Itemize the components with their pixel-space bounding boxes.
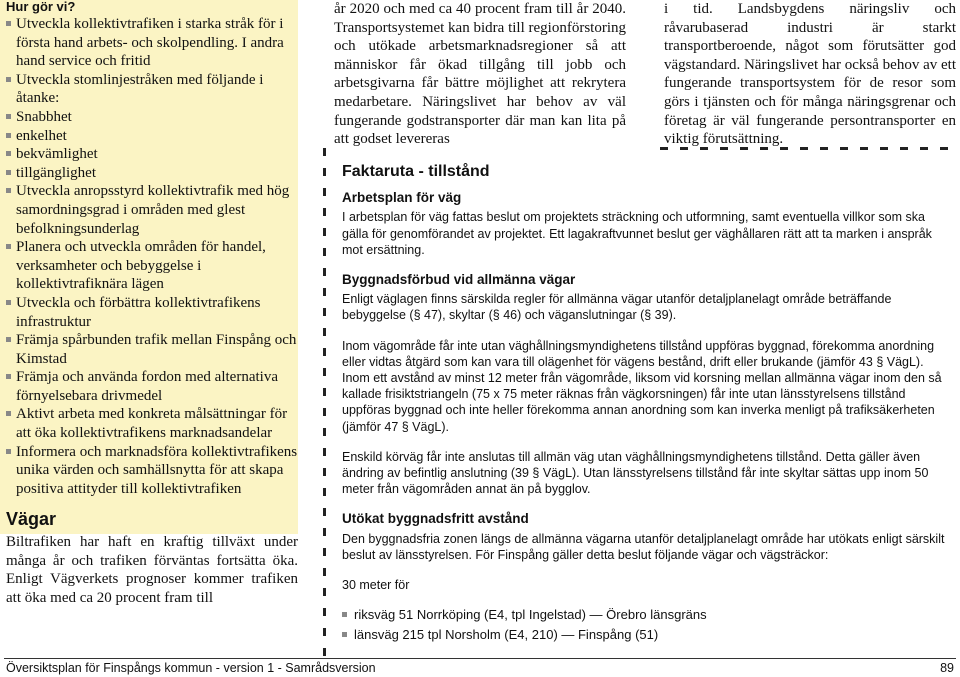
faktaruta-left-border [323,148,326,658]
footer-title: Översiktsplan för Finspångs kommun - version 1 - Samrådsversion [6,661,376,675]
list-item: Främja och använda fordon med alternativa förnyelsebara drivmedel [6,368,298,405]
faktaruta [342,164,952,645]
list-item: Planera och utveckla områden för handel, verksamheter och bebyggelse i kollektivtrafiknära lägen [6,238,298,294]
measures-list [6,15,298,108]
roads-list [342,605,952,645]
vagar-heading: Vägar [6,509,57,530]
arbetsplan-heading: Arbetsplan för väg [342,190,462,206]
list-item: Snabbhet [6,108,298,127]
list-item: Utveckla och förbättra kollektivtrafikens infrastruktur [6,294,298,331]
list-item: bekvämlighet [6,145,298,164]
utokat-paragraph: Den byggnadsfria zonen längs de allmänna vägarna utanför detaljplanelagt område har utökats enligt särskilt beslut av länsstyrelsen. För Finspång gäller detta beslut följande vägar och vägsträckor: [342,531,945,562]
left-column [6,0,298,607]
byggnadsforbud-heading: Byggnadsförbud vid allmänna vägar [342,272,576,288]
byggnadsforbud-paragraph-2: Inom vägområde får inte utan väghållningsmyndighetens tillstånd uppföras byggnad, förekomma anordning eller vidtas åtgärd som kan vara till olägenhet för vägens bestånd, drift eller brukande (jämför 43 § VägL). Inom ett avstånd av minst 12 meter från vägområde, liksom vid korsning mellan allmänna vägar inom den så kallade frisiktstriangeln (75 x 75 meter räknas från vägkorsningen) får inte utan länsstyrelsens tillstånd uppföras byggnad och inte heller förekomma annan anordning som kan inverka menligt på trafiksäkerheten (jämför 47 § VägL). [342,338,942,434]
middle-column-text: år 2020 och med ca 40 procent fram till år 2040. Transportsystemet kan bidra till regionförstoring och utökade arbetsmarknadsregioner så att människor får ökad tillgång till jobb och arbetsgivarna får bättre möjlighet att rekrytera medarbetare. Näringslivet har behov av väl fungerande godstransporter där man kan lita på att godset levereras [334,1,626,148]
measures-sublist [6,108,298,182]
list-item: Informera och marknadsföra kollektivtrafikens unika värden och samhällsnytta för att skapa positiva attityder till kollektivtrafiken [6,443,298,499]
faktaruta-top-border [660,147,958,150]
meter-label: 30 meter för [342,578,410,593]
list-item: riksväg 51 Norrköping (E4, tpl Ingelstad) — Örebro länsgräns [342,605,952,625]
list-item: länsväg 215 tpl Norsholm (E4, 210) — Finspång (51) [342,625,952,645]
list-item: Utveckla stomlinjestråken med följande i åtanke: [6,71,298,108]
byggnadsforbud-paragraph-3: Enskild körväg får inte anslutas till allmän väg utan väghållningsmyndighetens tillstånd. Detta gäller även ändring av befintlig anslutning (39 § VägL). Utan länsstyrelsens tillstånd får inte skyltar sättas upp inom 50 meter från vägområden annat än på bygglov. [342,449,929,497]
arbetsplan-paragraph: I arbetsplan för väg fattas beslut om projektets sträckning och utformning, samt eventuella villkor som ska gälla för genomförandet av projektet. Ett lagakraftvunnet beslut ger väghållaren rätt att ta marken i anspråk mot ersättning. [342,210,932,257]
list-item: Främja spårbunden trafik mellan Finspång och Kimstad [6,331,298,368]
byggnadsforbud-paragraph-1: Enligt väglagen finns särskilda regler för allmänna vägar utanför detaljplanelagt område beträffande bebyggelse (§ 47), skyltar (§ 46) och väganslutningar (§ 39). [342,292,892,323]
utokat-heading: Utökat byggnadsfritt avstånd [342,511,529,527]
list-item: tillgänglighet [6,164,298,183]
measures-list-continued [6,182,298,498]
page-number: 89 [940,661,954,675]
vagar-paragraph: Biltrafiken har haft en kraftig tillväxt under många år och trafiken förväntas fortsätta öka. Enligt Vägverkets prognoser kommer trafiken att öka med ca 20 procent fram till [6,534,298,606]
list-item: Utveckla kollektivtrafiken i starka stråk för i första hand arbets- och skolpendling. I andra hand service och fritid [6,15,298,71]
list-item: Aktivt arbeta med konkreta målsättningar för att öka kollektivtrafikens marknadsandelar [6,405,298,442]
faktaruta-title: Faktaruta - tillstånd [342,163,490,180]
list-item: enkelhet [6,127,298,146]
right-column-text: i tid. Landsbygdens näringsliv och råvarubaserad industri är starkt transportberoende, något som förutsätter god vägstandard. Näringslivet har också behov av ett fungerande transportsystem för de resor som görs i tjänsten och för många näringsgrenar och företag är väl fungerande persontransporter en viktig förutsättning. [664,1,956,148]
footer-divider [4,658,956,659]
hur-gor-vi-heading: Hur gör vi? [6,0,76,14]
list-item: Utveckla anropsstyrd kollektivtrafik med hög samordningsgrad i områden med glest befolkningsunderlag [6,182,298,238]
